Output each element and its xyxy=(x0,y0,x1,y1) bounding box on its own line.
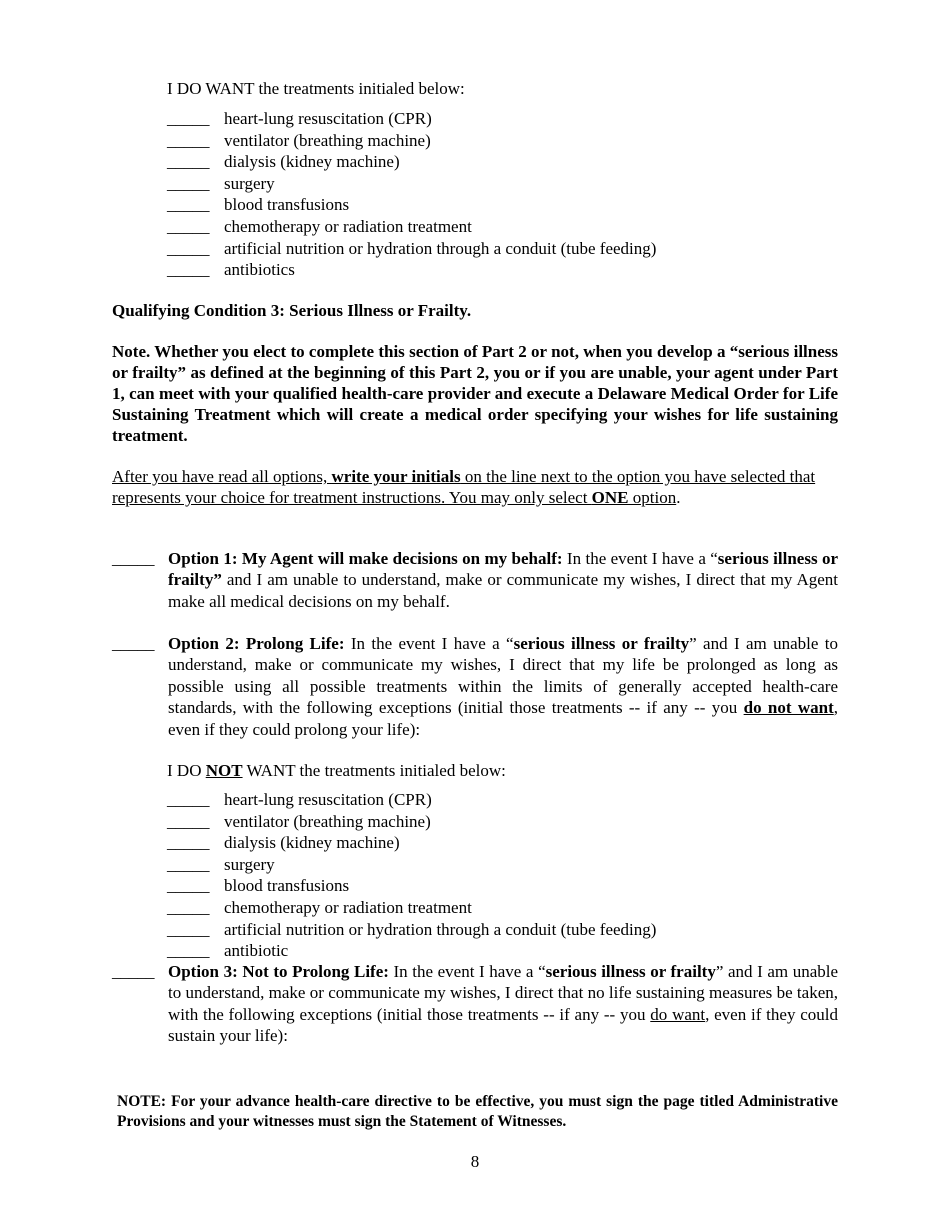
page-number: 8 xyxy=(470,1152,480,1171)
initial-blank[interactable]: _____ xyxy=(167,260,210,280)
treatments-not-want-list xyxy=(167,789,656,962)
list-item: _____ ventilator (breathing machine) xyxy=(167,811,431,831)
initial-blank[interactable]: _____ xyxy=(167,109,210,128)
initial-blank[interactable]: _____ xyxy=(167,876,210,896)
list-item: _____ heart-lung resuscitation (CPR) xyxy=(167,790,432,809)
list-item: _____ artificial nutrition or hydration through a conduit (tube feeding) xyxy=(167,238,657,258)
list-item: _____ artificial nutrition or hydration through a conduit (tube feeding) xyxy=(167,919,657,939)
final-note: NOTE: For your advance health-care directive to be effective, you must sign the page titled Administrative Provisions and your witnesses must sign the Statement of Witnesses. xyxy=(117,1093,838,1130)
initial-blank[interactable]: _____ xyxy=(167,173,210,193)
want-heading: I DO WANT the treatments initialed below: xyxy=(167,79,465,98)
initial-blank[interactable]: _____ xyxy=(167,216,210,236)
initial-blank[interactable]: _____ xyxy=(167,152,210,172)
list-item: _____ blood transfusions xyxy=(167,195,350,215)
list-item: _____ surgery xyxy=(167,854,275,874)
initial-blank[interactable]: _____ xyxy=(167,811,210,831)
list-item: _____ dialysis (kidney machine) xyxy=(167,833,400,853)
option-2-label: Option 2: Prolong Life: xyxy=(168,634,345,653)
list-item: _____ antibiotics xyxy=(167,260,295,280)
option-2-initial-blank[interactable]: _____ xyxy=(112,634,155,653)
list-item: _____ surgery xyxy=(167,173,275,193)
option-2: _____ Option 2: Prolong Life: In the event I have a “serious illness or frailty” and I am unable to understand, make or communicate my wishes, I direct that my life be prolonged as long as possible using all possible treatments within the limits of generally accepted health-care standards, with the following exceptions (initial those treatments -- if any -- you do not want, even if they could prolong your life): xyxy=(112,634,838,739)
list-item: _____ ventilator (breathing machine) xyxy=(167,130,431,150)
initial-blank[interactable]: _____ xyxy=(167,897,210,917)
list-item: _____ antibiotic xyxy=(167,941,289,961)
list-item: _____ heart-lung resuscitation (CPR) xyxy=(167,109,432,128)
option-1: _____ Option 1: My Agent will make decisions on my behalf: In the event I have a “serious illness or frailty” and I am unable to understand, make or communicate my wishes, I direct that my Agent make all medical decisions on my behalf. xyxy=(112,549,839,611)
list-item: _____ chemotherapy or radiation treatment xyxy=(167,216,472,236)
list-item: _____ dialysis (kidney machine) xyxy=(167,152,400,172)
list-item: _____ blood transfusions xyxy=(167,876,350,896)
option-1-initial-blank[interactable]: _____ xyxy=(112,549,155,568)
initial-blank[interactable]: _____ xyxy=(167,790,210,809)
initial-blank[interactable]: _____ xyxy=(167,854,210,874)
initial-blank[interactable]: _____ xyxy=(167,195,210,215)
option-1-label: Option 1: My Agent will make decisions on my behalf: xyxy=(168,549,563,568)
option-3-label: Option 3: Not to Prolong Life: xyxy=(168,962,389,981)
initial-blank[interactable]: _____ xyxy=(167,919,210,939)
instruction-paragraph: After you have read all options, write your initials on the line next to the option you have selected that represents your choice for treatment instructions. You may only select ONE option. xyxy=(112,467,816,507)
list-item: _____ chemotherapy or radiation treatment xyxy=(167,897,472,917)
initial-blank[interactable]: _____ xyxy=(167,833,210,853)
not-want-heading: I DO NOT WANT the treatments initialed below: xyxy=(167,761,506,780)
initial-blank[interactable]: _____ xyxy=(167,941,210,961)
treatments-want-list xyxy=(167,108,656,281)
initial-blank[interactable]: _____ xyxy=(167,130,210,150)
condition-heading: Qualifying Condition 3: Serious Illness or Frailty. xyxy=(112,301,472,320)
option-3-initial-blank[interactable]: _____ xyxy=(112,962,155,981)
note-paragraph: Note. Whether you elect to complete this section of Part 2 or not, when you develop a “serious illness or frailty” as defined at the beginning of this Part 2, you or if you are unable, your agent under Part 1, can meet with your qualified health-care provider and execute a Delaware Medical Order for Life Sustaining Treatment which will create a medical order specifying your wishes for life sustaining treatment. xyxy=(112,342,838,445)
option-3: _____ Option 3: Not to Prolong Life: In the event I have a “serious illness or frailty” and I am unable to understand, make or communicate my wishes, I direct that no life sustaining measures be taken, with the following exceptions (initial those treatments -- if any -- you do want, even if they could sustain your life): xyxy=(112,962,839,1046)
initial-blank[interactable]: _____ xyxy=(167,238,210,258)
